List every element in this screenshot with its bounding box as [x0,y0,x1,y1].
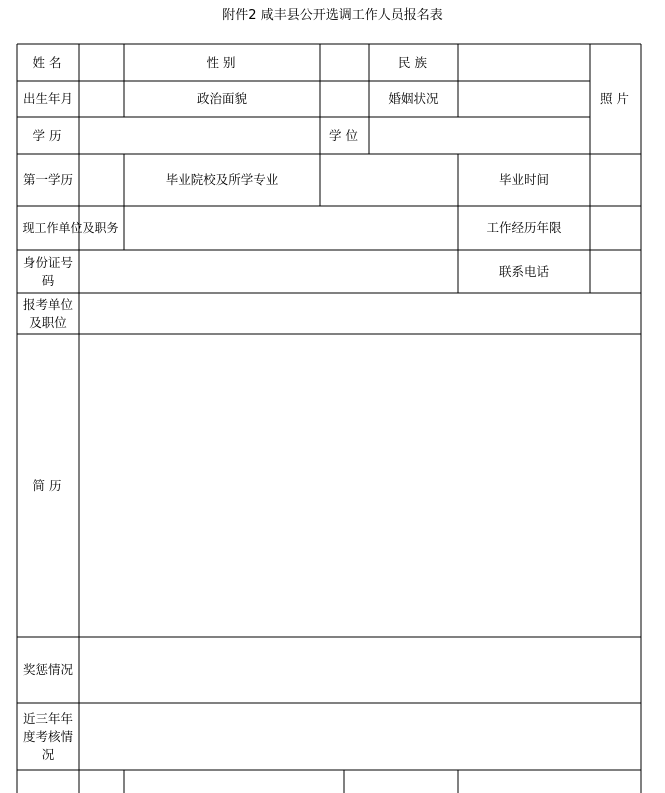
school-major-label: 毕业院校及所学专业 [124,154,320,206]
ethnicity-label: 民族 [369,44,458,81]
id-input[interactable] [79,250,458,293]
degree-input[interactable] [369,117,590,154]
next-row-cell-3[interactable] [124,770,344,793]
birth-label: 出生年月 [17,81,79,117]
degree-label: 学位 [320,117,369,154]
education-label: 学历 [17,117,79,154]
resume-input[interactable] [79,334,641,637]
next-row-cell-4[interactable] [344,770,458,793]
id-label: 身份证号码 [17,250,79,293]
current-job-input[interactable] [124,206,458,250]
assessment-label: 近三年年度考核情况 [17,703,79,770]
name-label: 姓名 [17,44,79,81]
next-row-cell-5[interactable] [458,770,641,793]
phone-input[interactable] [590,250,641,293]
work-years-input[interactable] [590,206,641,250]
political-input[interactable] [320,81,369,117]
work-years-label: 工作经历年限 [458,206,590,250]
rewards-label: 奖惩情况 [17,637,79,703]
birth-input[interactable] [79,81,124,117]
gender-input[interactable] [320,44,369,81]
rewards-input[interactable] [79,637,641,703]
education-input[interactable] [79,117,320,154]
ethnicity-input[interactable] [458,44,590,81]
next-row-cell-2[interactable] [79,770,124,793]
apply-input[interactable] [79,293,641,334]
photo-label[interactable]: 照片 [590,44,641,154]
grad-time-input[interactable] [590,154,641,206]
next-row-cell-1[interactable] [17,770,79,793]
marital-input[interactable] [458,81,590,117]
gender-label: 性别 [124,44,320,81]
first-edu-input[interactable] [79,154,124,206]
phone-label: 联系电话 [458,250,590,293]
resume-label: 简历 [17,334,79,637]
marital-label: 婚姻状况 [369,81,458,117]
grad-time-label: 毕业时间 [458,154,590,206]
first-edu-label: 第一学历 [17,154,79,206]
assessment-input[interactable] [79,703,641,770]
school-major-input[interactable] [320,154,458,206]
apply-label: 报考单位及职位 [17,293,79,334]
form-title: 附件2 咸丰县公开选调工作人员报名表 [222,8,443,23]
political-label: 政治面貌 [124,81,320,117]
name-input[interactable] [79,44,124,81]
current-job-label: 现工作单位及职务 [17,206,124,250]
